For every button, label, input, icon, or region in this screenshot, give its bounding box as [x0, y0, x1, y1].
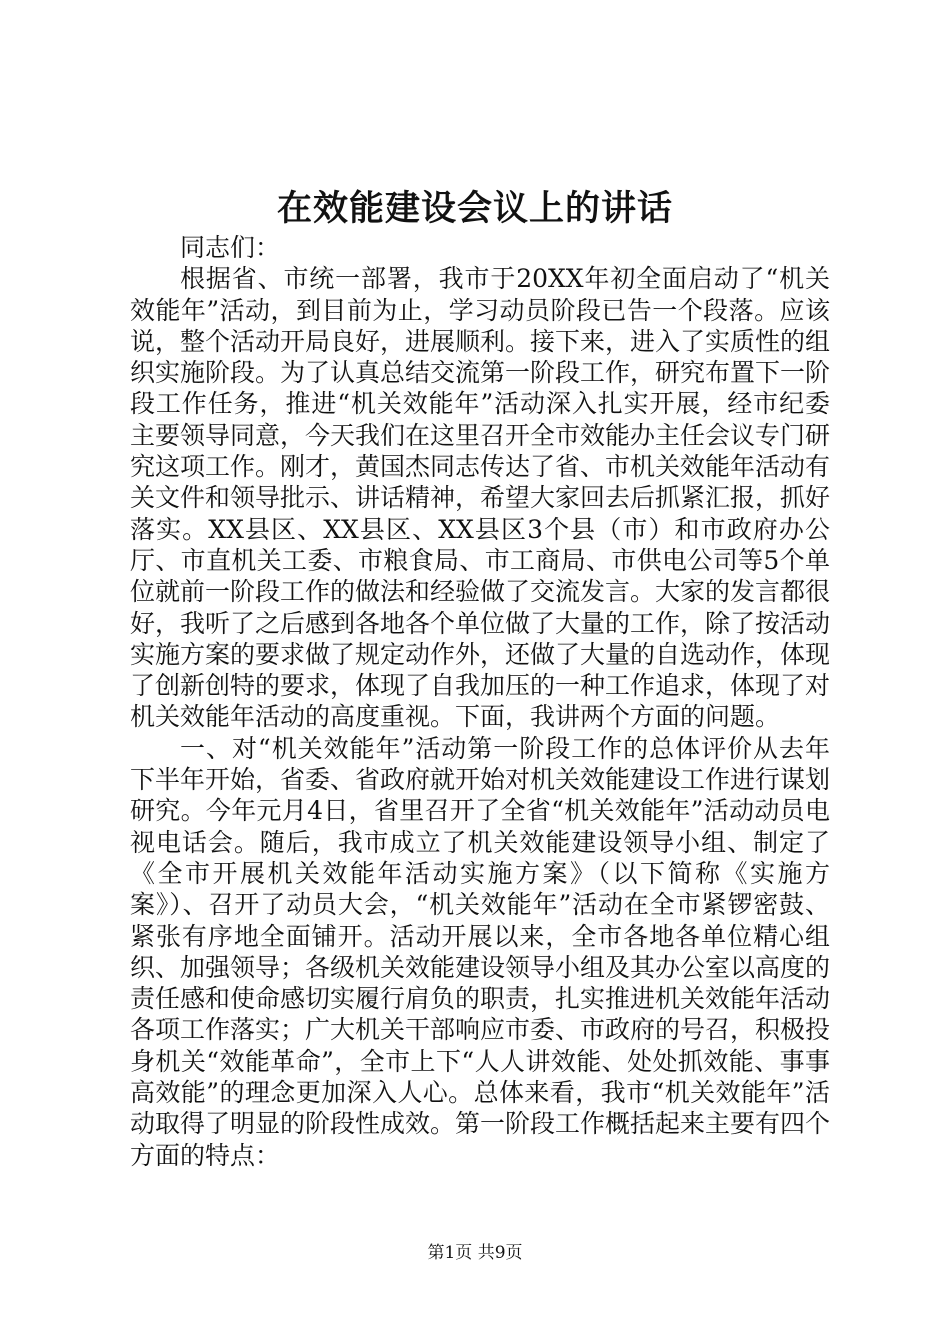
salutation: 同志们： — [180, 233, 281, 262]
document-body — [130, 232, 830, 1171]
body-paragraph-1: 根据省、市统一部署，我市于20XX年初全面启动了“机关效能年”活动，到目前为止，学习动员阶段已告一个段落。应该说，整个活动开局良好，进展顺利。接下来，进入了实质性的组织实施阶段。为了认真总结交流第一阶段工作，研究布置下一阶段工作任务，推进“机关效能年”活动深入扎实开展，经市纪委主要领导同意，今天我们在这里召开全市效能办主任会议专门研究这项工作。刚才，黄国杰同志传达了省、市机关效能年活动有关文件和领导批示、讲话精神，希望大家回去后抓紧汇报，抓好落实。XX县区、XX县区、XX县区3个县（市）和市政府办公厅、市直机关工委、市粮食局、市工商局、市供电公司等5个单位就前一阶段工作的做法和经验做了交流发言。大家的发言都很好，我听了之后感到各地各个单位做了大量的工作，除了按活动实施方案的要求做了规定动作外，还做了大量的自选动作，体现了创新创特的要求，体现了自我加压的一种工作追求，体现了对机关效能年活动的高度重视。下面，我讲两个方面的问题。 — [130, 264, 831, 732]
body-paragraph-2: 一、对“机关效能年”活动第一阶段工作的总体评价从去年下半年开始，省委、省政府就开始对机关效能建设工作进行谋划研究。今年元月4日，省里召开了全省“机关效能年”活动动员电视电话会。随后，我市成立了机关效能建设领导小组、制定了《全市开展机关效能年活动实施方案》（以下简称《实施方案》）、召开了动员大会，“机关效能年”活动在全市紧锣密鼓、紧张有序地全面铺开。活动开展以来，全市各地各单位精心组织、加强领导；各级机关效能建设领导小组及其办公室以高度的责任感和使命感切实履行肩负的职责，扎实推进机关效能年活动各项工作落实；广大机关干部响应市委、市政府的号召，积极投身机关“效能革命”，全市上下“人人讲效能、处处抓效能、事事高效能”的理念更加深入人心。总体来看，我市“机关效能年”活动取得了明显的阶段性成效。第一阶段工作概括起来主要有四个方面的特点： — [130, 733, 831, 1170]
page-number-footer: 第1页 共9页 — [427, 1243, 523, 1263]
document-title: 在效能建设会议上的讲话 — [276, 188, 673, 229]
